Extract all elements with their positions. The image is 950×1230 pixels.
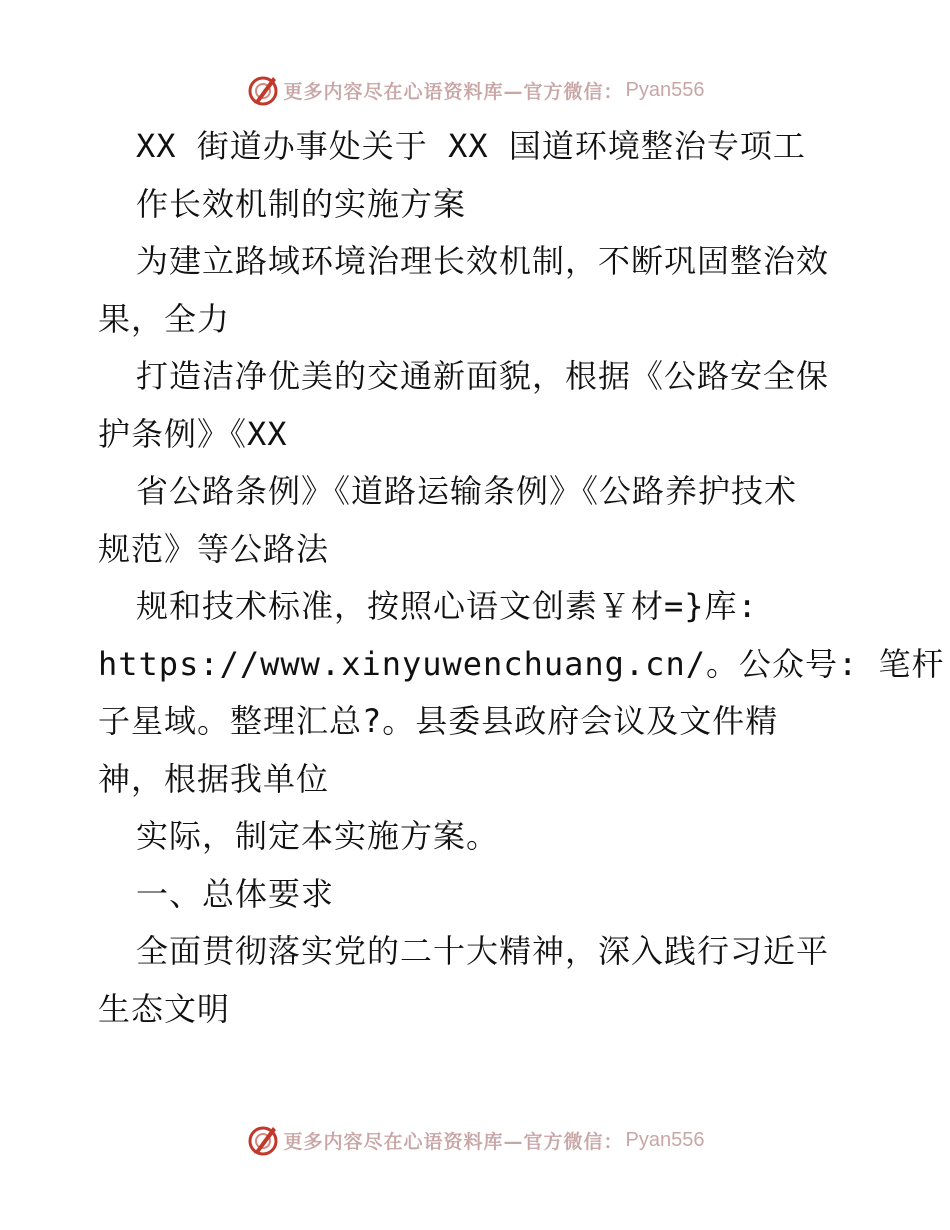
paragraph-line: 为建立路域环境治理长效机制，不断巩固整治效 bbox=[136, 242, 830, 280]
watermark-footer bbox=[0, 1120, 950, 1160]
paragraph-line: 省公路条例》《道路运输条例》《公路养护技术 bbox=[136, 472, 798, 510]
paragraph-line: 神，根据我单位 bbox=[98, 759, 330, 798]
paragraph-line: 子星域。整理汇总?。县委县政府会议及文件精 bbox=[98, 702, 779, 740]
quill-logo-icon bbox=[246, 73, 280, 107]
quill-logo-icon bbox=[246, 1123, 280, 1157]
watermark-wechat-id: Pyan556 bbox=[625, 78, 705, 101]
paragraph-line: 生态文明 bbox=[98, 989, 231, 1028]
paragraph-line: 果，全力 bbox=[98, 299, 231, 338]
document-title-line-2: 作长效机制的实施方案 bbox=[136, 184, 467, 223]
section-heading: 一、总体要求 bbox=[136, 874, 335, 913]
paragraph-line: 打造洁净优美的交通新面貌，根据《公路安全保 bbox=[136, 357, 830, 395]
paragraph-line: 全面贯彻落实党的二十大精神，深入践行习近平 bbox=[136, 932, 830, 970]
paragraph-line: 规范》等公路法 bbox=[98, 529, 330, 568]
paragraph-line: 规和技术标准，按照心语文创素￥材=}库: bbox=[136, 587, 758, 625]
watermark-wechat-id: Pyan556 bbox=[625, 1128, 705, 1151]
watermark-header bbox=[0, 70, 950, 110]
watermark-text: 更多内容尽在心语资料库—官方微信： bbox=[283, 80, 624, 103]
document-title-line-1: XX 街道办事处关于 XX 国道环境整治专项工 bbox=[136, 127, 806, 165]
paragraph-line: 实际，制定本实施方案。 bbox=[136, 817, 500, 855]
paragraph-line-url: https://www.xinyuwenchuang.cn/。公众号: 笔杆 bbox=[98, 644, 945, 683]
paragraph-line: 护条例》《XX bbox=[98, 414, 288, 453]
document-body bbox=[98, 118, 945, 1038]
watermark-text: 更多内容尽在心语资料库—官方微信： bbox=[283, 1130, 624, 1153]
